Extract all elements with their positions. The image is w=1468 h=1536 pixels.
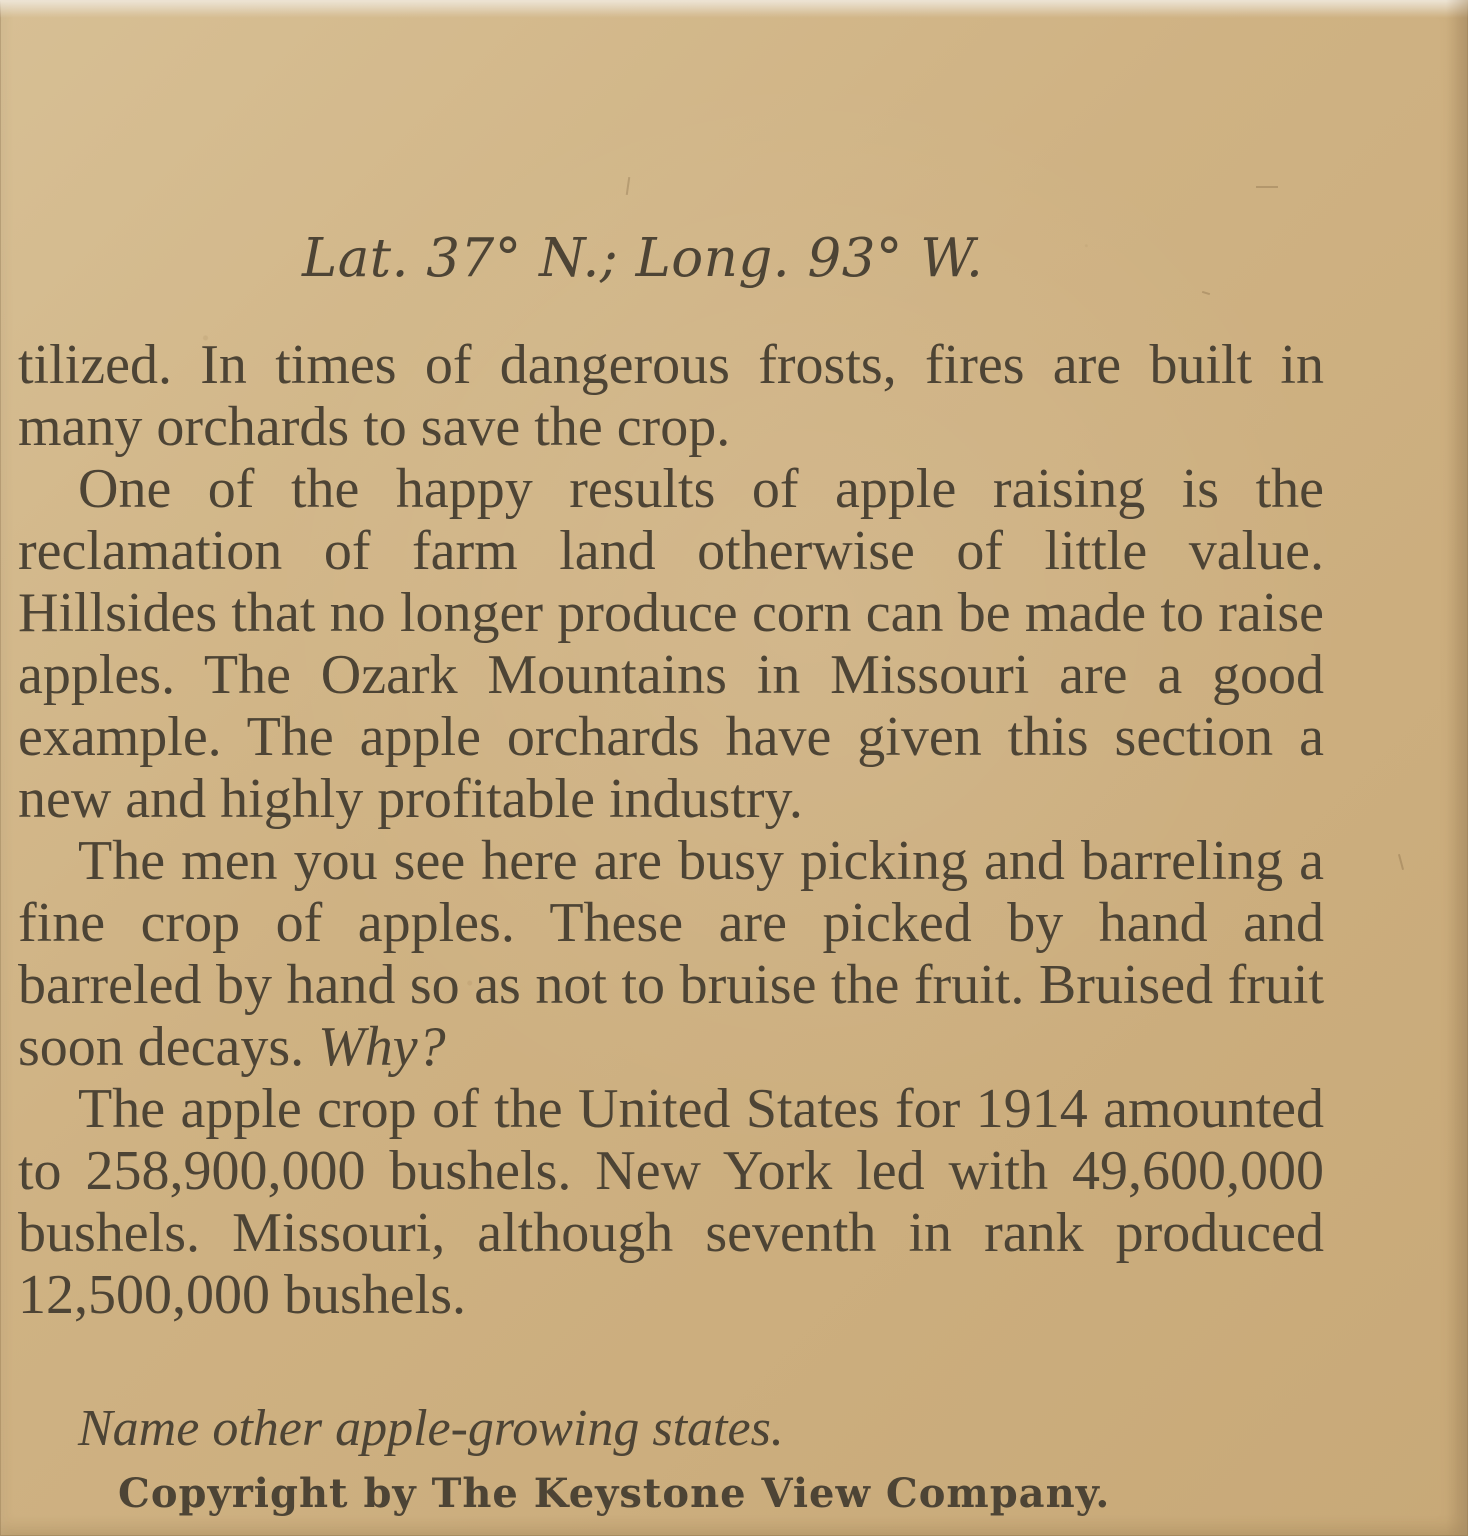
top-edge-highlight	[0, 0, 1468, 18]
paragraph-picking-question: Why?	[318, 1016, 446, 1078]
paragraph-picking	[18, 830, 1324, 1078]
right-edge-shadow	[1446, 0, 1468, 1536]
body-text	[18, 334, 1324, 1326]
paper-scratch	[1256, 186, 1278, 188]
paragraph-frosts: tilized. In times of dangerous frosts, fires are built in many orchards to save the crop.	[18, 334, 1324, 458]
paper-scratch	[1398, 854, 1404, 870]
paragraph-reclamation: One of the happy results of apple raising is the reclamation of farm land otherwise of little value. Hillsides that no longer produce corn can be made to raise apples. The Ozark Mountains in Missouri are a good example. The apple orchards have given this section a new and highly profitable industry.	[18, 458, 1324, 830]
study-prompt: Name other apple-growing states.	[78, 1400, 784, 1457]
location-header: Lat. 37° N.; Long. 93° W.	[302, 228, 984, 289]
copyright-line: Copyright by The Keystone View Company.	[118, 1470, 1111, 1517]
paper-scratch	[626, 177, 630, 195]
paragraph-crop-statistics: The apple crop of the United States for 1914 amounted to 258,900,000 bushels. New York led with 49,600,000 bushels. Missouri, although seventh in rank produced 12,500,000 bushels.	[18, 1078, 1324, 1326]
paragraph-picking-main: The men you see here are busy picking and barreling a fine crop of apples. These are picked by hand and barreled by hand so as not to bruise the fruit. Bruised fruit soon decays.	[18, 830, 1324, 1078]
paper-scratch	[1202, 291, 1210, 295]
